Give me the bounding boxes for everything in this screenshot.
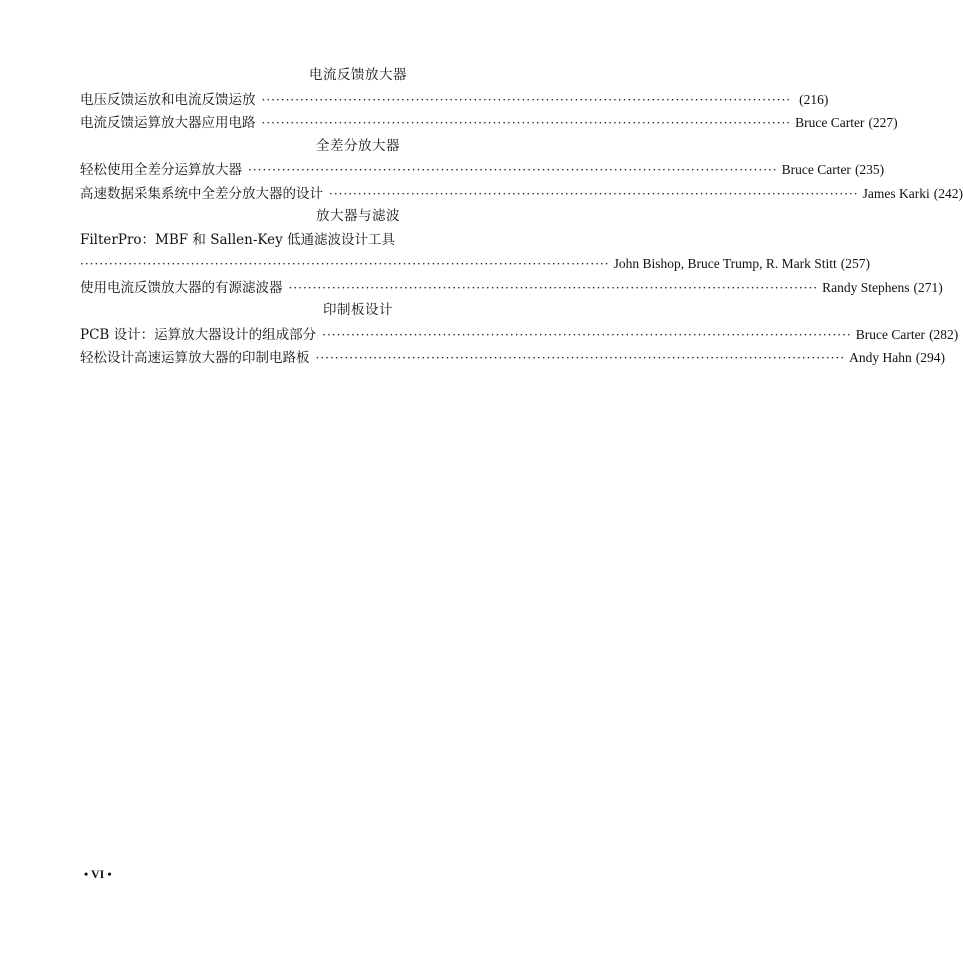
toc-entry[interactable]	[80, 182, 963, 206]
entry-author: Andy Hahn	[849, 350, 912, 365]
entry-title: 轻松设计高速运算放大器的印制电路板	[80, 350, 310, 366]
entry-author: John Bishop, Bruce Trump, R. Mark Stitt	[613, 256, 837, 271]
entry-title: 高速数据采集系统中全差分放大器的设计	[80, 185, 323, 202]
toc-entry-continuation[interactable]	[80, 252, 870, 276]
toc-entry[interactable]	[80, 323, 959, 347]
section-heading: 放大器与滤波	[316, 208, 400, 224]
entry-page: (294)	[915, 350, 945, 365]
leader-dots: ··············································································································	[322, 327, 852, 342]
leader-dots: ··············································································································	[261, 116, 792, 130]
toc-entry[interactable]	[80, 276, 943, 300]
entry-page: (227)	[868, 115, 898, 130]
section-heading: 印制板设计	[323, 302, 393, 318]
section-heading: 全差分放大器	[316, 137, 400, 154]
entry-page: (242)	[933, 185, 963, 201]
entry-page: (282)	[929, 326, 959, 342]
entry-author: James Karki	[862, 185, 930, 201]
entry-author: Bruce Carter	[855, 326, 926, 342]
entry-title-wrapped[interactable]: FilterPro：MBF 和 Sallen-Key 低通滤波设计工具	[80, 231, 396, 248]
leader-dots: ··············································································································	[288, 280, 819, 295]
entry-title: 轻松使用全差分运算放大器	[80, 162, 242, 178]
section-heading: 电流反馈放大器	[309, 67, 407, 83]
table-of-contents	[80, 64, 963, 370]
toc-entry[interactable]	[80, 111, 898, 135]
leader-dots: ··············································································································	[315, 351, 846, 365]
leader-dots: ··············································································································	[261, 92, 792, 107]
toc-entry[interactable]	[80, 346, 945, 370]
entry-title: 电压反馈运放和电流反馈运放	[80, 91, 256, 108]
entry-title: 电流反馈运算放大器应用电路	[80, 115, 256, 131]
leader-dots: ··············································································································	[329, 186, 859, 201]
entry-page: (257)	[840, 256, 870, 271]
entry-page: (271)	[913, 279, 943, 295]
entry-title: 使用电流反馈放大器的有源滤波器	[80, 279, 283, 296]
toc-entry[interactable]	[80, 88, 829, 112]
entry-page: (216)	[799, 91, 829, 107]
entry-page: (235)	[854, 162, 885, 177]
entry-author: Bruce Carter	[781, 162, 851, 177]
leader-dots: ··············································································································	[248, 163, 778, 177]
toc-entry[interactable]	[80, 158, 885, 182]
page-number: • VI •	[84, 867, 112, 881]
entry-author: Bruce Carter	[795, 115, 865, 130]
entry-author: Randy Stephens	[822, 279, 910, 295]
leader-dots: ··············································································································	[80, 257, 610, 271]
entry-title: PCB 设计：运算放大器设计的组成部分	[80, 326, 317, 343]
